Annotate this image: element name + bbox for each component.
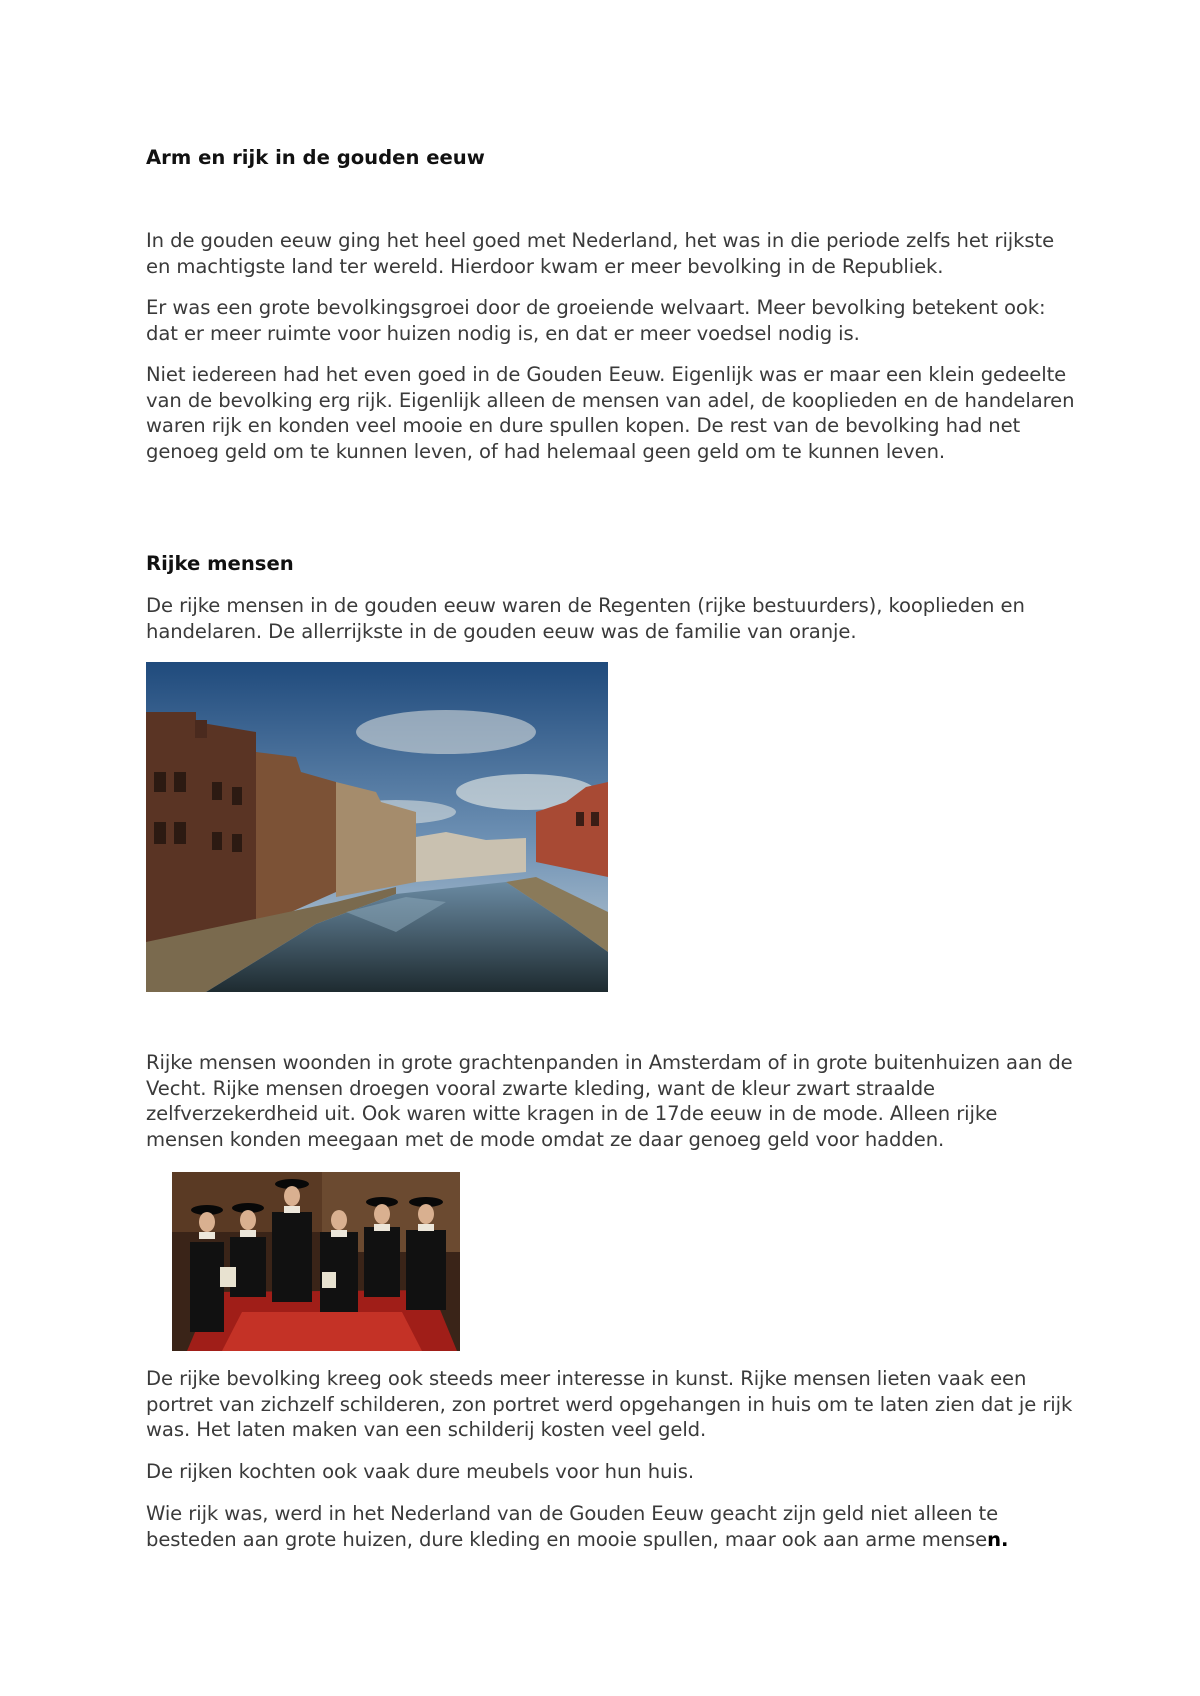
- document-title: Arm en rijk in de gouden eeuw: [146, 146, 485, 169]
- canal-painting-image: [146, 662, 608, 992]
- rich-paragraph-5-end: n.: [987, 1527, 1009, 1551]
- intro-paragraph-3: Niet iedereen had het even goed in de Gouden Eeuw. Eigenlijk was er maar een klein gedeelte van de bevolking erg rijk. Eigenlijk alleen de mensen van adel, de kooplieden en de handelaren waren rijk en konden veel mooie en dure spullen kopen. De rest van de bevolking had net genoeg geld om te kunnen leven, of had helemaal geen geld om te kunnen leven.: [146, 363, 1075, 463]
- rich-paragraph-5: [146, 1501, 1076, 1552]
- rich-paragraph-1: De rijke mensen in de gouden eeuw waren de Regenten (rijke bestuurders), kooplieden en handelaren. De allerrijkste in de gouden eeuw was de familie van oranje.: [146, 594, 1025, 643]
- rich-paragraph-5-main: Wie rijk was, werd in het Nederland van de Gouden Eeuw geacht zijn geld niet alleen te besteden aan grote huizen, dure kleding en mooie spullen, maar ook aan arme mense: [146, 1502, 999, 1551]
- section-heading-rich: Rijke mensen: [146, 552, 294, 575]
- regents-portrait-image: [172, 1172, 460, 1351]
- rich-paragraph-3: De rijke bevolking kreeg ook steeds meer interesse in kunst. Rijke mensen lieten vaak een portret van zichzelf schilderen, zon portret werd opgehangen in huis om te laten zien dat je rijk was. Het laten maken van een schilderij kosten veel geld.: [146, 1367, 1073, 1442]
- intro-paragraph-1: In de gouden eeuw ging het heel goed met Nederland, het was in die periode zelfs het rijkste en machtigste land ter wereld. Hierdoor kwam er meer bevolking in de Republiek.: [146, 229, 1055, 278]
- rich-paragraph-4: De rijken kochten ook vaak dure meubels voor hun huis.: [146, 1460, 694, 1483]
- rich-paragraph-2: Rijke mensen woonden in grote grachtenpanden in Amsterdam of in grote buitenhuizen aan de Vecht. Rijke mensen droegen vooral zwarte kleding, want de kleur zwart straalde zelfverzekerdheid uit. Ook waren witte kragen in de 17de eeuw in de mode. Alleen rijke mensen konden meegaan met de mode omdat ze daar genoeg geld voor hadden.: [146, 1051, 1073, 1151]
- intro-paragraph-2: Er was een grote bevolkingsgroei door de groeiende welvaart. Meer bevolking betekent ook: dat er meer ruimte voor huizen nodig is, en dat er meer voedsel nodig is.: [146, 296, 1046, 345]
